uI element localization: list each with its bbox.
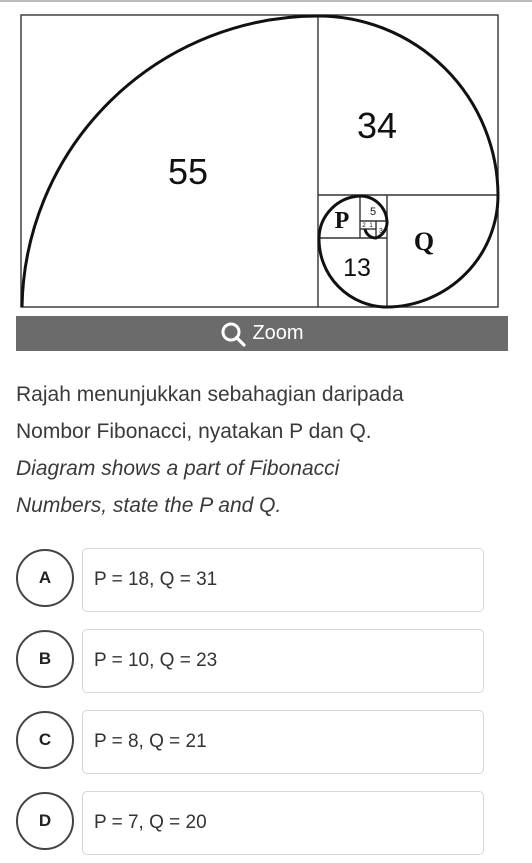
option-b[interactable] [16,629,488,697]
option-b-letter[interactable]: B [16,630,74,688]
question-english-line-2: Numbers, state the P and Q. [16,494,282,517]
label-p: P [334,208,350,234]
label-3: 3 [379,228,383,235]
zoom-label: Zoom [252,322,304,344]
question-malay-line-1: Rajah menunjukkan sebahagian daripada [16,383,404,406]
label-13: 13 [343,254,371,282]
option-d[interactable] [16,791,488,859]
option-d-answer[interactable]: P = 7, Q = 20 [82,791,484,855]
label-2: 2 [362,223,366,229]
label-5: 5 [369,206,377,218]
search-icon [220,321,246,347]
zoom-button[interactable] [16,316,508,351]
option-c[interactable] [16,710,488,778]
question-english-line-1: Diagram shows a part of Fibonacci [16,457,340,480]
fibonacci-spiral-diagram [20,14,502,310]
option-b-answer[interactable]: P = 10, Q = 23 [82,629,484,693]
label-q: Q [413,227,435,256]
label-1: 1 [369,223,373,229]
label-55: 55 [167,151,209,192]
question-text [16,376,516,524]
fibonacci-spiral [22,16,498,307]
outer-frame [21,15,498,307]
question-malay-line-2: Nombor Fibonacci, nyatakan P dan Q. [16,420,372,443]
label-34: 34 [356,105,398,146]
option-d-letter[interactable]: D [16,792,74,850]
option-c-answer[interactable]: P = 8, Q = 21 [82,710,484,774]
option-a-answer[interactable]: P = 18, Q = 31 [82,548,484,612]
option-c-letter[interactable]: C [16,711,74,769]
option-a-letter[interactable]: A [16,549,74,607]
top-divider [0,0,532,2]
option-a[interactable] [16,548,488,616]
